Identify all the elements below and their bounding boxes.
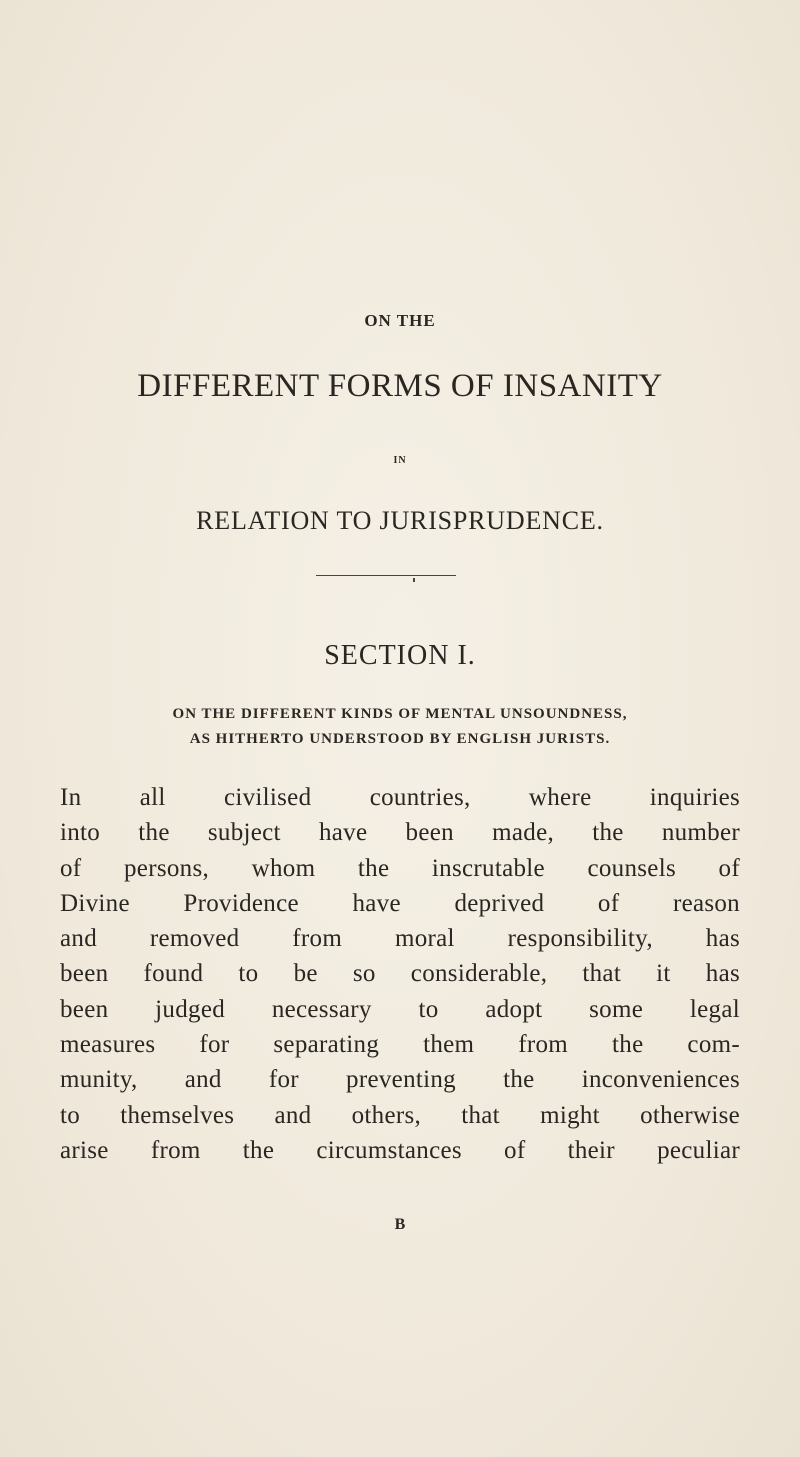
body-line: been found to be so considerable, that it has (60, 960, 740, 988)
body-line: of persons, whom the inscrutable counsels of (60, 854, 740, 882)
section-subheading (0, 702, 800, 752)
page-subtitle: RELATION TO JURISPRUDENCE. (196, 506, 604, 535)
section-heading: SECTION I. (324, 640, 476, 671)
body-paragraph (60, 780, 740, 1168)
page-title: DIFFERENT FORMS OF INSANITY (137, 368, 663, 404)
section-subheading-line: AS HITHERTO UNDERSTOOD BY ENGLISH JURISTS. (189, 731, 611, 747)
body-line: been judged necessary to adopt some legal (60, 995, 740, 1023)
body-line: measures for separating them from the com- (60, 1031, 740, 1059)
body-line: In all civilised countries, where inquiries (60, 784, 740, 811)
section-subheading-line: ON THE DIFFERENT KINDS OF MENTAL UNSOUNDNESS, (172, 706, 628, 722)
body-line: into the subject have been made, the number (60, 819, 740, 847)
divider-rule (316, 575, 456, 576)
body-line: and removed from moral responsibility, has (60, 925, 740, 953)
body-line: Divine Providence have deprived of reason (60, 889, 740, 917)
title-kicker: ON THE (364, 311, 436, 330)
title-connector: IN (393, 455, 407, 466)
signature-mark: B (394, 1216, 406, 1233)
body-line: munity, and for preventing the inconveniences (60, 1066, 740, 1094)
divider-mark (413, 578, 415, 582)
body-line: to themselves and others, that might otherwise (60, 1101, 740, 1129)
body-line: arise from the circumstances of their peculiar (60, 1136, 740, 1164)
